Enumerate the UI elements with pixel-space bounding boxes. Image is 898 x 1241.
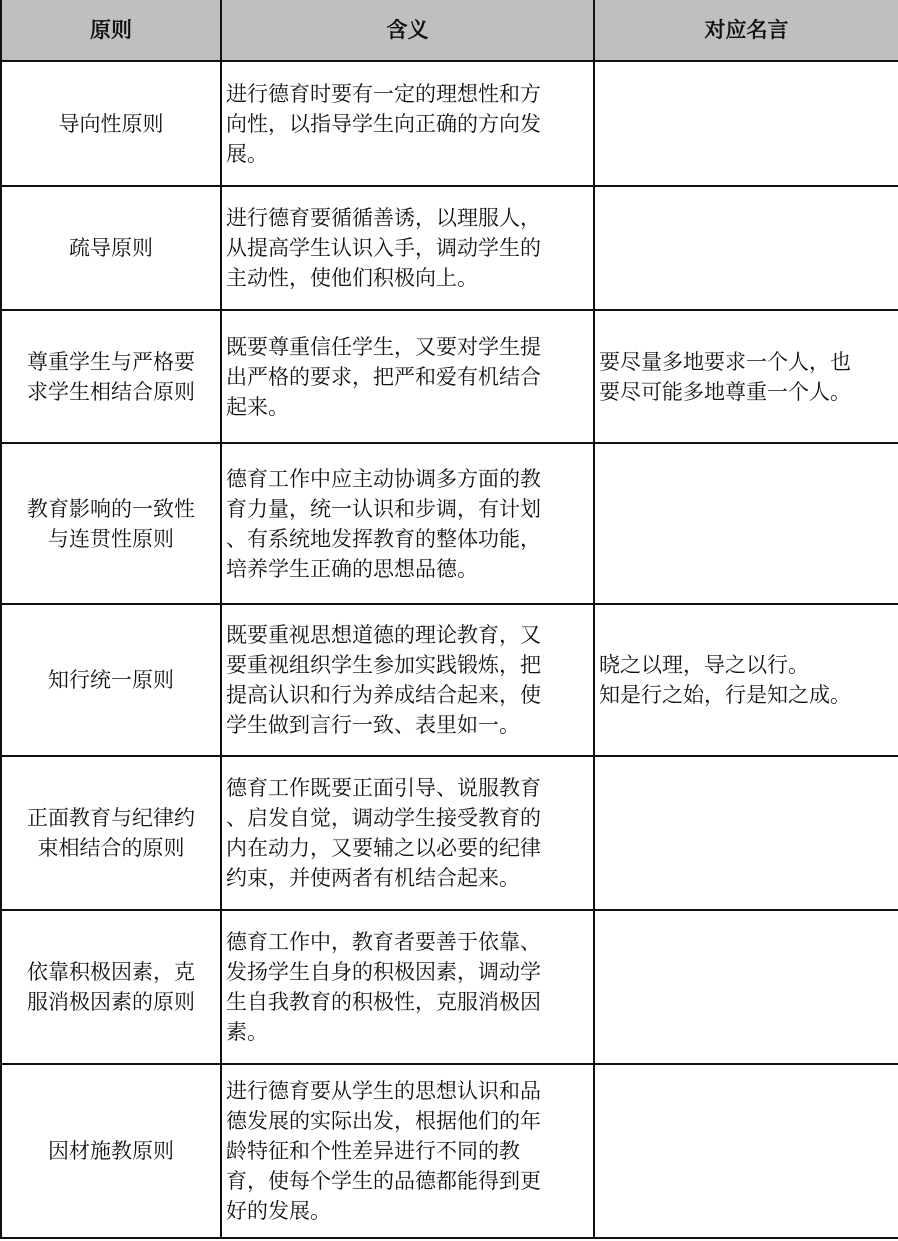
- quote-cell: [594, 1064, 898, 1238]
- meaning-cell: 既要重视思想道德的理论教育，又 要重视组织学生参加实践锻炼，把 提高认识和行为养成结合起来，使 学生做到言行一致、表里如一。: [221, 604, 594, 756]
- table-row: [1, 756, 898, 910]
- principle-cell: 教育影响的一致性 与连贯性原则: [1, 443, 221, 604]
- table-row: [1, 604, 898, 756]
- table-row: [1, 443, 898, 604]
- principle-cell: 依靠积极因素，克 服消极因素的原则: [1, 910, 221, 1064]
- quote-cell: [594, 910, 898, 1064]
- table-row: [1, 186, 898, 310]
- principle-cell: 因材施教原则: [1, 1064, 221, 1238]
- table-row: [1, 910, 898, 1064]
- header-meaning: 含义: [221, 0, 594, 61]
- quote-cell: 要尽量多地要求一个人，也 要尽可能多地尊重一个人。: [594, 310, 898, 443]
- table-header-row: [1, 0, 898, 61]
- quote-cell: [594, 186, 898, 310]
- table-row: [1, 310, 898, 443]
- meaning-cell: 德育工作既要正面引导、说服教育 、启发自觉，调动学生接受教育的 内在动力，又要辅之以必要的纪律 约束，并使两者有机结合起来。: [221, 756, 594, 910]
- principle-cell: 尊重学生与严格要 求学生相结合原则: [1, 310, 221, 443]
- meaning-cell: 进行德育要从学生的思想认识和品 德发展的实际出发，根据他们的年 龄特征和个性差异进行不同的教 育，使每个学生的品德都能得到更 好的发展。: [221, 1064, 594, 1238]
- header-principle: 原则: [1, 0, 221, 61]
- table-row: [1, 1064, 898, 1238]
- meaning-cell: 进行德育时要有一定的理想性和方 向性，以指导学生向正确的方向发 展。: [221, 61, 594, 186]
- meaning-cell: 既要尊重信任学生，又要对学生提 出严格的要求，把严和爱有机结合 起来。: [221, 310, 594, 443]
- principle-cell: 导向性原则: [1, 61, 221, 186]
- quote-cell: 晓之以理，导之以行。 知是行之始，行是知之成。: [594, 604, 898, 756]
- meaning-cell: 进行德育要循循善诱，以理服人， 从提高学生认识入手，调动学生的 主动性，使他们积极向上。: [221, 186, 594, 310]
- quote-cell: [594, 443, 898, 604]
- meaning-cell: 德育工作中应主动协调多方面的教 育力量，统一认识和步调，有计划 、有系统地发挥教育的整体功能， 培养学生正确的思想品德。: [221, 443, 594, 604]
- principle-cell: 正面教育与纪律约 束相结合的原则: [1, 756, 221, 910]
- principle-cell: 知行统一原则: [1, 604, 221, 756]
- principle-cell: 疏导原则: [1, 186, 221, 310]
- meaning-cell: 德育工作中，教育者要善于依靠、 发扬学生自身的积极因素，调动学 生自我教育的积极性，克服消极因 素。: [221, 910, 594, 1064]
- quote-cell: [594, 61, 898, 186]
- table-row: [1, 61, 898, 186]
- header-quote: 对应名言: [594, 0, 898, 61]
- quote-cell: [594, 756, 898, 910]
